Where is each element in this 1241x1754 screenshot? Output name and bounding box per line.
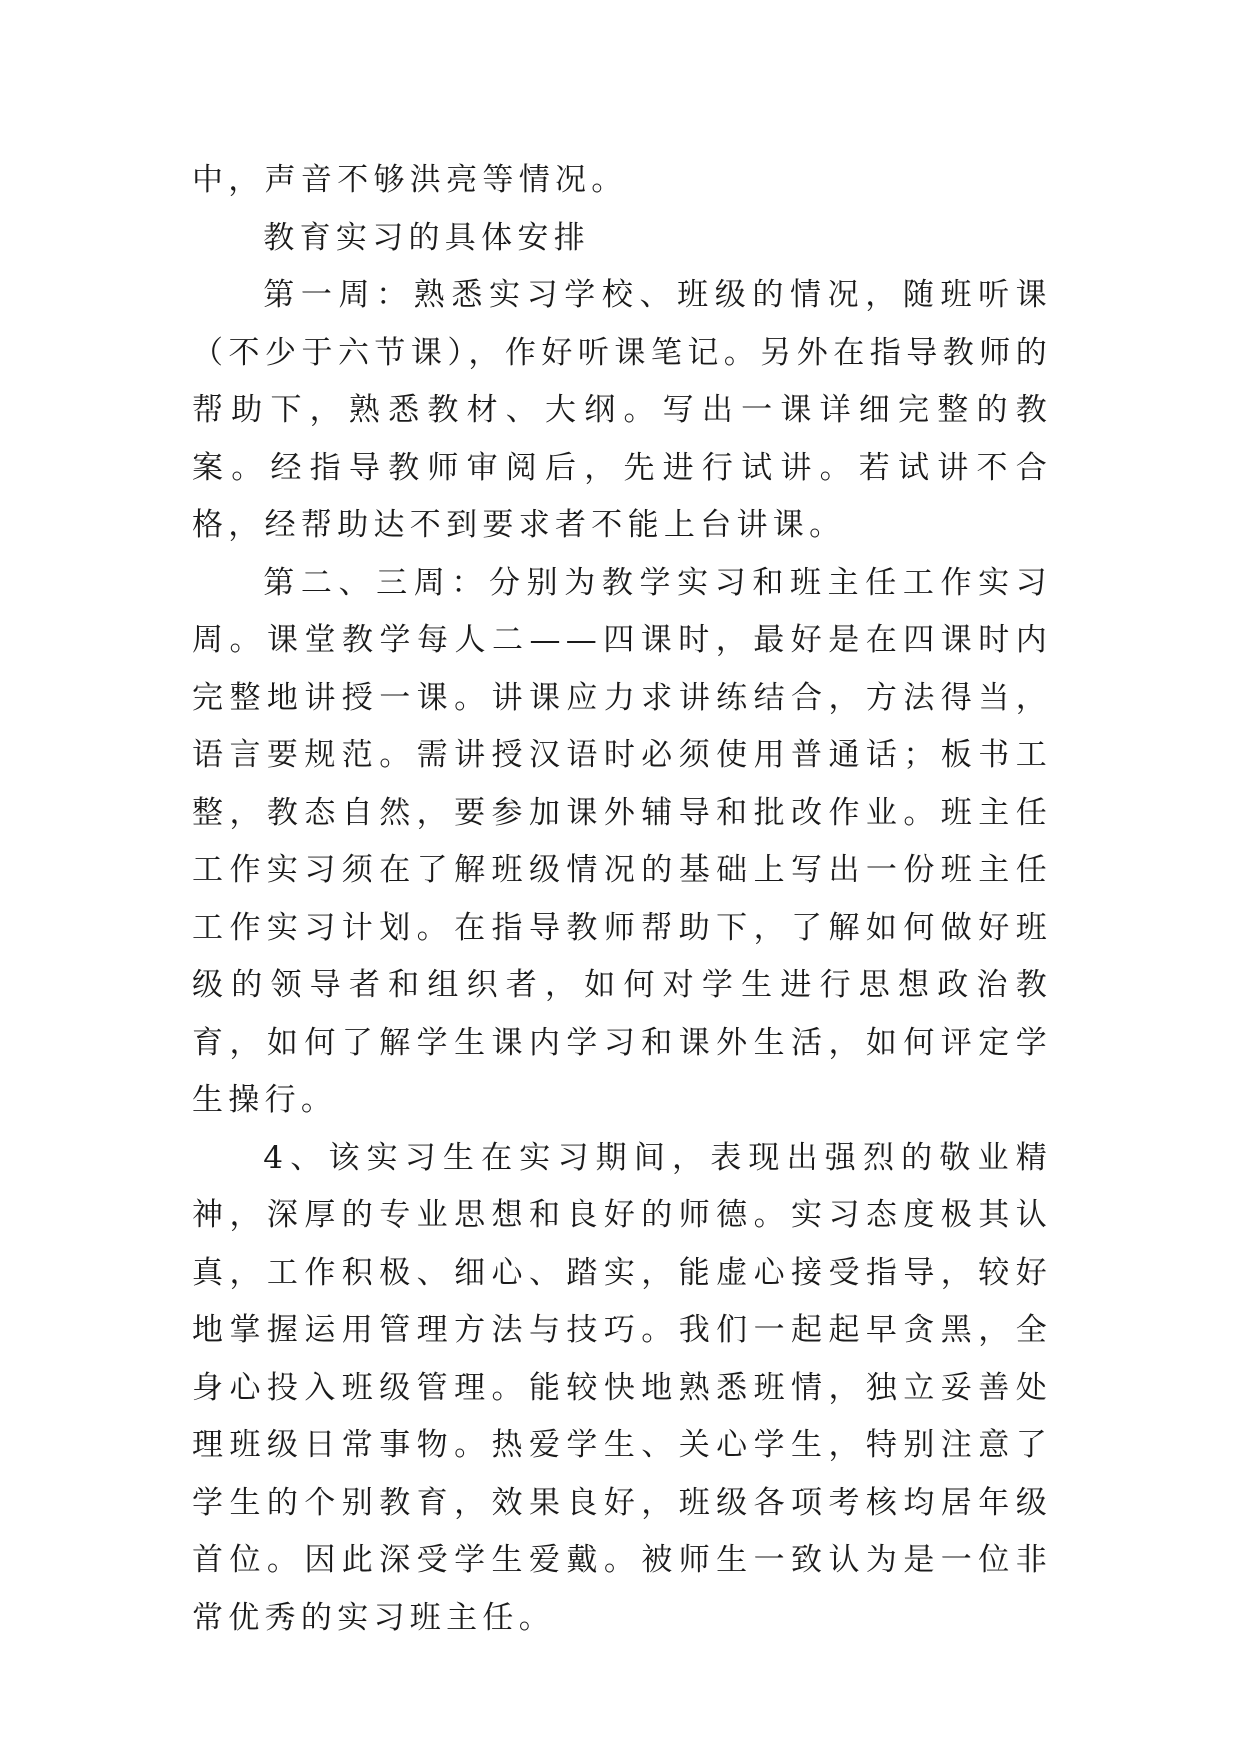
section-heading: 教育实习的具体安排 [263,219,590,256]
paragraph-continuation: 中，声音不够洪亮等情况。 [192,162,628,198]
document-page [192,152,1052,1647]
paragraph-week-one: 第一周：熟悉实习学校、班级的情况，随班听课（不少于六节课），作好听课笔记。另外在指导教师的帮助下，熟悉教材、大纲。写出一课详细完整的教案。经指导教师审阅后，先进行试讲。若试讲不合格，经帮助达不到要求者不能上台讲课。 [192,277,1052,543]
paragraph-weeks-two-three: 第二、三周：分别为教学实习和班主任工作实习周。课堂教学每人二——四课时，最好是在四课时内完整地讲授一课。讲课应力求讲练结合，方法得当，语言要规范。需讲授汉语时必须使用普通话；板书工整，教态自然，要参加课外辅导和批改作业。班主任工作实习须在了解班级情况的基础上写出一份班主任工作实习计划。在指导教师帮助下，了解如何做好班级的领导者和组织者，如何对学生进行思想政治教育，如何了解学生课内学习和课外生活，如何评定学生操行。 [192,564,1052,1118]
paragraph-evaluation: 4、该实习生在实习期间，表现出强烈的敬业精神，深厚的专业思想和良好的师德。实习态度极其认真，工作积极、细心、踏实，能虚心接受指导，较好地掌握运用管理方法与技巧。我们一起起早贪黑，全身心投入班级管理。能较快地熟悉班情，独立妥善处理班级日常事物。热爱学生、关心学生，特别注意了学生的个别教育，效果良好，班级各项考核均居年级首位。因此深受学生爱戴。被师生一致认为是一位非常优秀的实习班主任。 [192,1139,1052,1636]
